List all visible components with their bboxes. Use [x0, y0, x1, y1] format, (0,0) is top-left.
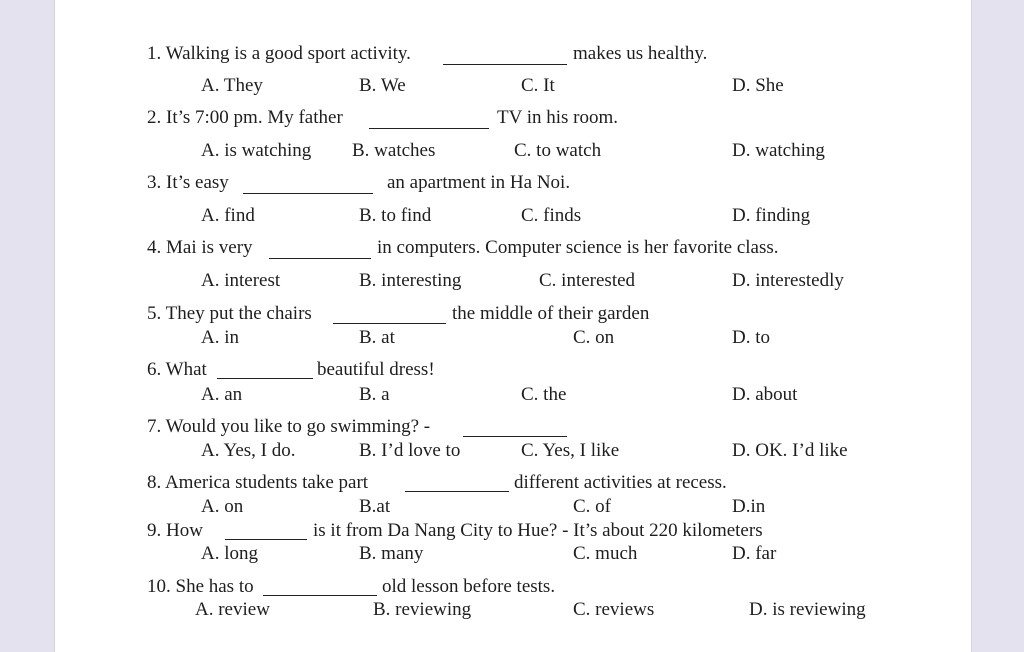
question-4-stem: 4. Mai is very: [147, 237, 253, 258]
question-4-stem-end: in computers. Computer science is her favorite class.: [377, 237, 779, 258]
q3-option-b[interactable]: B. to find: [359, 205, 432, 226]
q4-option-c[interactable]: C. interested: [539, 270, 636, 291]
q5-option-b[interactable]: B. at: [359, 327, 395, 348]
answer-blank-8[interactable]: [405, 491, 509, 492]
question-8-stem-end: different activities at recess.: [514, 472, 727, 493]
q3-option-d[interactable]: D. finding: [732, 205, 811, 226]
q1-option-c[interactable]: C. It: [521, 75, 555, 96]
q10-option-b[interactable]: B. reviewing: [373, 599, 472, 620]
question-6-stem: 6. What: [147, 359, 207, 380]
q6-option-b[interactable]: B. a: [359, 384, 390, 405]
q9-option-d[interactable]: D. far: [732, 543, 777, 564]
question-1-stem: 1. Walking is a good sport activity.: [147, 43, 411, 64]
q4-option-a[interactable]: A. interest: [201, 270, 281, 291]
question-9-stem-end: is it from Da Nang City to Hue? - It’s about 220 kilometers: [313, 520, 763, 541]
question-1-stem-end: makes us healthy.: [573, 43, 708, 64]
question-9-stem: 9. How: [147, 520, 203, 541]
q1-option-a[interactable]: A. They: [201, 75, 263, 96]
q2-option-a[interactable]: A. is watching: [201, 140, 312, 161]
q6-option-d[interactable]: D. about: [732, 384, 798, 405]
answer-blank-4[interactable]: [269, 258, 371, 259]
question-3-stem-end: an apartment in Ha Noi.: [387, 172, 571, 193]
q3-option-c[interactable]: C. finds: [521, 205, 582, 226]
question-5-stem-end: the middle of their garden: [452, 303, 650, 324]
q5-option-d[interactable]: D. to: [732, 327, 770, 348]
question-6-stem-end: beautiful dress!: [317, 359, 435, 380]
answer-blank-9[interactable]: [225, 539, 307, 540]
question-10-stem-end: old lesson before tests.: [382, 576, 556, 597]
answer-blank-2[interactable]: [369, 128, 489, 129]
q5-option-a[interactable]: A. in: [201, 327, 239, 348]
answer-blank-1[interactable]: [443, 64, 567, 65]
q8-option-b[interactable]: B.at: [359, 496, 391, 517]
q1-option-b[interactable]: B. We: [359, 75, 406, 96]
q7-option-c[interactable]: C. Yes, I like: [521, 440, 620, 461]
question-7-stem: 7. Would you like to go swimming? -: [147, 416, 431, 437]
answer-blank-10[interactable]: [263, 595, 377, 596]
q9-option-b[interactable]: B. many: [359, 543, 424, 564]
question-10-stem: 10. She has to: [147, 576, 254, 597]
q3-option-a[interactable]: A. find: [201, 205, 255, 226]
q7-option-a[interactable]: A. Yes, I do.: [201, 440, 296, 461]
q2-option-b[interactable]: B. watches: [352, 140, 436, 161]
question-8-stem: 8. America students take part: [147, 472, 369, 493]
q9-option-c[interactable]: C. much: [573, 543, 638, 564]
q8-option-a[interactable]: A. on: [201, 496, 244, 517]
q7-option-b[interactable]: B. I’d love to: [359, 440, 461, 461]
q7-option-d[interactable]: D. OK. I’d like: [732, 440, 848, 461]
question-5-stem: 5. They put the chairs: [147, 303, 312, 324]
answer-blank-6[interactable]: [217, 378, 313, 379]
answer-blank-5[interactable]: [333, 323, 446, 324]
q6-option-c[interactable]: C. the: [521, 384, 567, 405]
q5-option-c[interactable]: C. on: [573, 327, 615, 348]
q1-option-d[interactable]: D. She: [732, 75, 784, 96]
answer-blank-7[interactable]: [463, 436, 567, 437]
q10-option-a[interactable]: A. review: [195, 599, 270, 620]
q6-option-a[interactable]: A. an: [201, 384, 243, 405]
q2-option-d[interactable]: D. watching: [732, 140, 825, 161]
q4-option-d[interactable]: D. interestedly: [732, 270, 844, 291]
question-2-stem-end: TV in his room.: [497, 107, 619, 128]
q10-option-c[interactable]: C. reviews: [573, 599, 655, 620]
answer-blank-3[interactable]: [243, 193, 373, 194]
q8-option-c[interactable]: C. of: [573, 496, 611, 517]
worksheet-page: [54, 0, 972, 652]
q2-option-c[interactable]: C. to watch: [514, 140, 602, 161]
q9-option-a[interactable]: A. long: [201, 543, 258, 564]
question-2-stem: 2. It’s 7:00 pm. My father: [147, 107, 343, 128]
q8-option-d[interactable]: D.in: [732, 496, 766, 517]
question-3-stem: 3. It’s easy: [147, 172, 229, 193]
q4-option-b[interactable]: B. interesting: [359, 270, 462, 291]
q10-option-d[interactable]: D. is reviewing: [749, 599, 866, 620]
